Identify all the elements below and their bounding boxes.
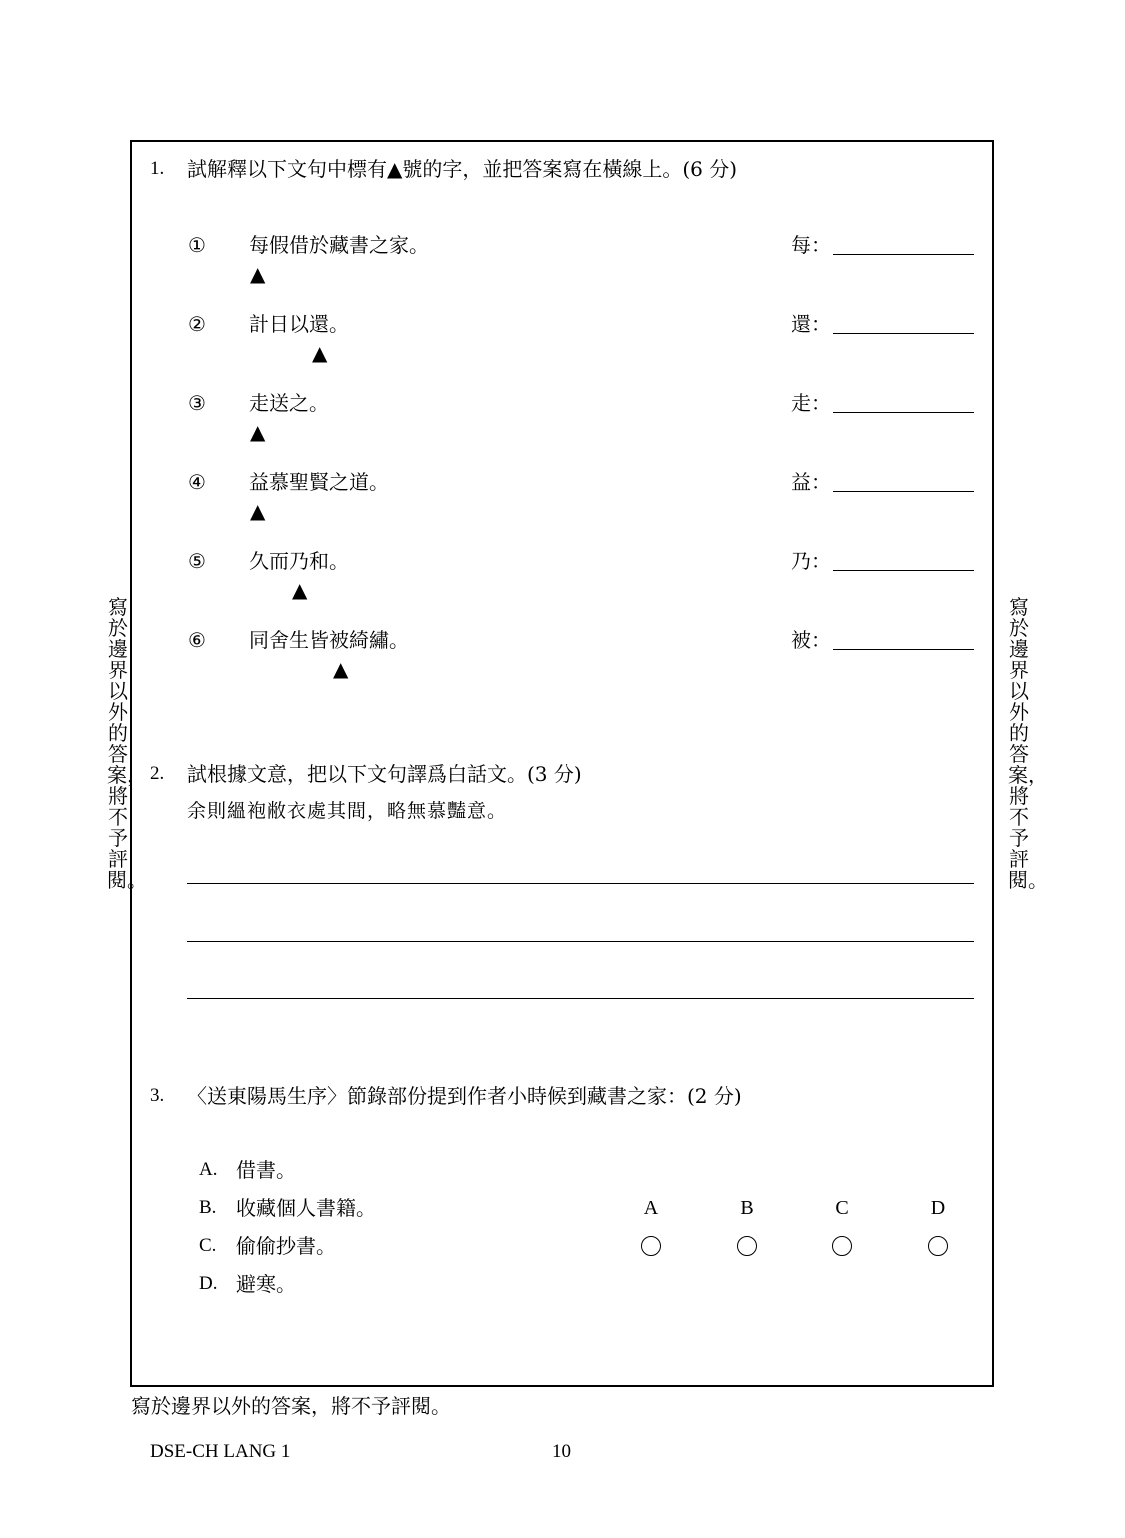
triangle-marker-icon: ▲	[292, 578, 308, 602]
q1-item-sentence: 同舍生皆被綺繡。	[249, 628, 409, 652]
q3-prompt: 〈送東陽馬生序〉節錄部份提到作者小時候到藏書之家：(2 分)	[187, 1084, 742, 1108]
q3-option-text: 偷偷抄書。	[236, 1234, 336, 1258]
q1-item-label: 被：	[791, 628, 831, 652]
q2-answer-line-3[interactable]	[187, 998, 974, 999]
footer-note: 寫於邊界以外的答案，將不予評閱。	[131, 1394, 451, 1418]
q3-option-letter: C.	[199, 1235, 217, 1256]
q3-option-text: 借書。	[236, 1158, 296, 1182]
q1-item-marker: ⑥	[188, 628, 206, 652]
q1-item-sentence: 久而乃和。	[249, 549, 349, 573]
paper-code: DSE-CH LANG 1	[150, 1441, 291, 1462]
q2-quote: 余則縕袍敝衣處其間，略無慕豔意。	[187, 800, 508, 822]
q1-item-sentence: 計日以還。	[249, 312, 349, 336]
q3-option-text: 收藏個人書籍。	[236, 1196, 376, 1220]
answer-bubble-c[interactable]	[832, 1236, 852, 1256]
page-number: 10	[552, 1441, 571, 1462]
answer-bubble-b[interactable]	[737, 1236, 757, 1256]
q1-item-marker: ②	[188, 312, 206, 336]
q1-item-sentence: 益慕聖賢之道。	[249, 470, 389, 494]
q3-number: 3.	[150, 1085, 165, 1106]
right-margin-note: 寫於邊界以外的答案，將不予評閱。	[1008, 595, 1048, 892]
q1-answer-line-5[interactable]	[833, 570, 974, 571]
q1-item-marker: ①	[188, 233, 206, 257]
q1-item-sentence: 走送之。	[249, 391, 329, 415]
answer-label-d: D	[930, 1197, 946, 1219]
answer-label-c: C	[835, 1197, 849, 1219]
q1-item-label: 走：	[791, 391, 831, 415]
triangle-marker-icon: ▲	[250, 499, 266, 523]
q1-item-label: 每：	[791, 233, 831, 257]
q2-number: 2.	[150, 763, 165, 784]
triangle-marker-icon: ▲	[333, 657, 349, 681]
q2-prompt: 試根據文意，把以下文句譯爲白話文。(3 分)	[187, 762, 582, 786]
answer-label-a: A	[643, 1197, 659, 1219]
q1-item-label: 益：	[791, 470, 831, 494]
q1-prompt: 試解釋以下文句中標有▲號的字，並把答案寫在橫線上。(6 分)	[187, 157, 738, 181]
q3-option-letter: D.	[199, 1273, 218, 1294]
q1-item-label: 還：	[791, 312, 831, 336]
q1-answer-line-4[interactable]	[833, 491, 974, 492]
q3-option-text: 避寒。	[236, 1272, 296, 1296]
answer-bubble-a[interactable]	[641, 1236, 661, 1256]
q1-answer-line-2[interactable]	[833, 333, 974, 334]
left-margin-note: 寫於邊界以外的答案，將不予評閱。	[107, 595, 147, 892]
q3-option-letter: B.	[199, 1197, 217, 1218]
q2-answer-line-1[interactable]	[187, 883, 974, 884]
triangle-marker-icon: ▲	[312, 341, 328, 365]
q1-answer-line-6[interactable]	[833, 649, 974, 650]
answer-bubble-d[interactable]	[928, 1236, 948, 1256]
triangle-marker-icon: ▲	[250, 420, 266, 444]
q1-answer-line-1[interactable]	[833, 254, 974, 255]
q3-option-letter: A.	[199, 1159, 218, 1180]
triangle-marker-icon: ▲	[250, 262, 266, 286]
q1-item-marker: ③	[188, 391, 206, 415]
q1-item-sentence: 每假借於藏書之家。	[249, 233, 429, 257]
q1-item-marker: ⑤	[188, 549, 206, 573]
answer-label-b: B	[740, 1197, 754, 1219]
q1-item-marker: ④	[188, 470, 206, 494]
q1-answer-line-3[interactable]	[833, 412, 974, 413]
q1-number: 1.	[150, 158, 165, 179]
q2-answer-line-2[interactable]	[187, 941, 974, 942]
q1-item-label: 乃：	[791, 549, 831, 573]
